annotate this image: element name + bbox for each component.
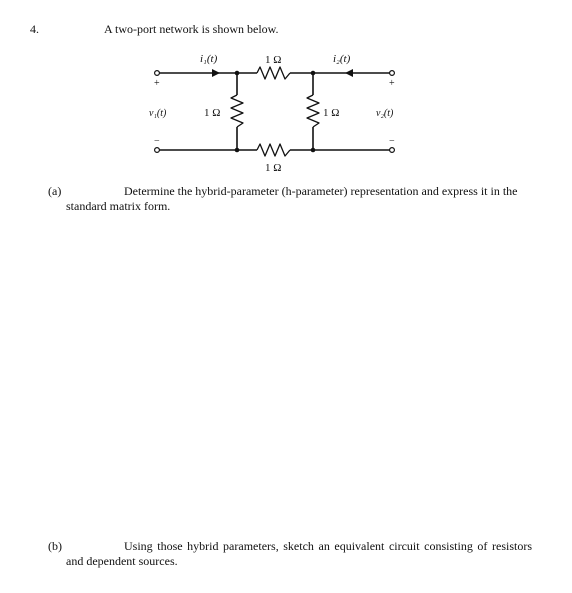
resistor-bottom xyxy=(257,144,290,156)
i2-label: i₂(t) xyxy=(333,53,351,65)
part-b-label: (b) xyxy=(48,539,62,553)
junction-dot xyxy=(311,148,316,153)
question-intro: A two-port network is shown below. xyxy=(104,22,279,36)
i1-arrow xyxy=(212,69,220,77)
junction-dot xyxy=(235,71,240,76)
question-number: 4. xyxy=(30,22,39,36)
minus-left: − xyxy=(154,136,160,147)
i1-label: i₁(t) xyxy=(200,53,218,65)
part-b-text: Using those hybrid parameters, sketch an equivalent circuit consisting of resistors and dependent sources. xyxy=(66,539,532,568)
resistor-right xyxy=(307,95,319,127)
junction-dot xyxy=(311,71,316,76)
r-left-label: 1 Ω xyxy=(204,107,221,119)
v1-label: v₁(t) xyxy=(149,108,167,119)
i2-arrow xyxy=(345,69,353,77)
terminal-left-top xyxy=(155,71,160,76)
r-top-label: 1 Ω xyxy=(265,54,282,66)
part-a-text: Determine the hybrid-parameter (h-parameter) representation and express it in the standard matrix form. xyxy=(66,184,518,213)
resistor-top xyxy=(257,67,290,79)
v2-label: v₂(t) xyxy=(376,108,394,119)
plus-right: + xyxy=(389,78,395,89)
resistor-left xyxy=(231,95,243,127)
terminal-right-top xyxy=(390,71,395,76)
two-port-circuit-diagram xyxy=(0,0,572,180)
terminal-left-bottom xyxy=(155,148,160,153)
junction-dot xyxy=(235,148,240,153)
r-bottom-label: 1 Ω xyxy=(265,162,282,174)
r-right-label: 1 Ω xyxy=(323,107,340,119)
minus-right: − xyxy=(389,136,395,147)
part-a-label: (a) xyxy=(48,184,62,198)
plus-left: + xyxy=(154,78,160,89)
terminal-right-bottom xyxy=(390,148,395,153)
